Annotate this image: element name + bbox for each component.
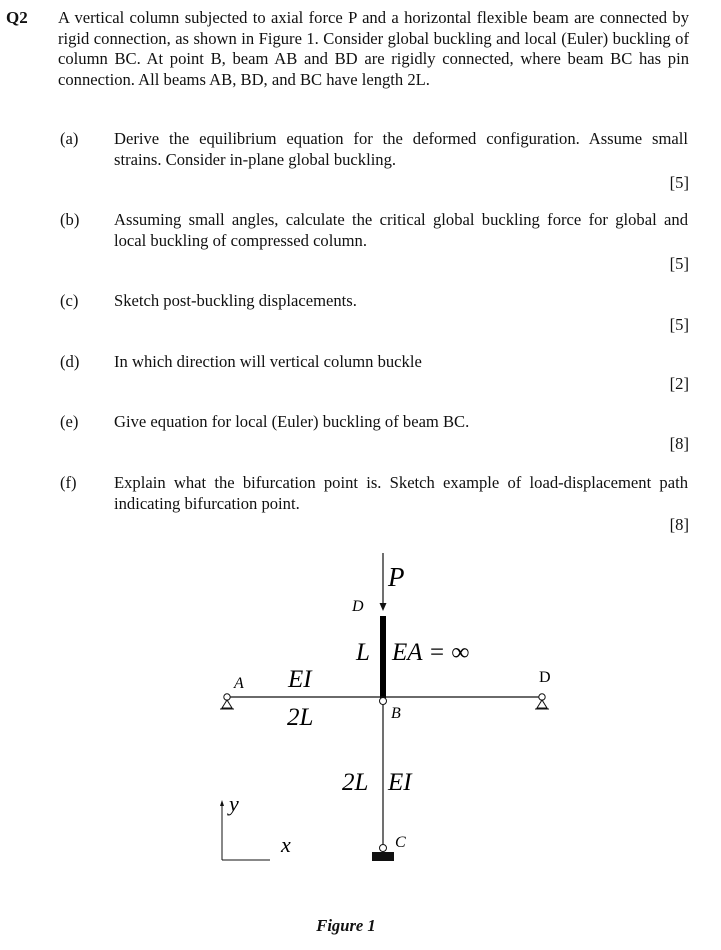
part-text: Explain what the bifurcation point is. Sketch example of load-displacement path indicating bifurcation point. xyxy=(114,473,688,513)
part-label: (b) xyxy=(60,210,80,229)
part-text: Derive the equilibrium equation for the deformed configuration. Assume small strains. Consider in-plane global buckling. xyxy=(114,129,688,169)
axis-x-label: x xyxy=(281,832,291,857)
figure-diagram xyxy=(0,540,721,910)
part-text: In which direction will vertical column buckle xyxy=(114,352,422,371)
question-number: Q2 xyxy=(6,8,28,27)
part-marks: [5] xyxy=(669,315,689,334)
rigid-length-label: L xyxy=(356,639,370,666)
beam-length-label: 2L xyxy=(287,704,314,731)
beam-ei-label: EI xyxy=(288,666,312,693)
part-label: (e) xyxy=(60,412,79,431)
axis-y-label: y xyxy=(229,791,239,816)
part-marks: [5] xyxy=(669,173,689,192)
column-length-label: 2L xyxy=(342,769,369,796)
part-marks: [5] xyxy=(669,254,689,273)
part-marks: [8] xyxy=(669,434,689,453)
part-marks: [2] xyxy=(669,374,689,393)
load-arrow xyxy=(380,553,387,611)
rigid-stiffness-label: EA = ∞ xyxy=(392,639,470,666)
part-label: (d) xyxy=(60,352,80,371)
load-label: P xyxy=(388,562,405,592)
column-ei-label: EI xyxy=(388,769,412,796)
pin-support-d-icon xyxy=(535,694,549,709)
part-marks: [8] xyxy=(669,515,689,534)
question-intro: A vertical column subjected to axial force P and a horizontal flexible beam are connected by rigid connection, as shown in Figure 1. Consider global buckling and local (Euler) buckling of column BC. At point B, beam AB and BD are rigidly connected, where beam BC has pin connection. All beams AB, BD, and BC have length 2L. xyxy=(58,8,689,89)
axes-icon xyxy=(220,800,270,860)
part-text: Give equation for local (Euler) buckling of beam BC. xyxy=(114,412,470,431)
hinge-b-icon xyxy=(380,698,387,705)
part-label: (f) xyxy=(60,473,77,492)
part-label: (c) xyxy=(60,291,79,310)
figure-caption: Figure 1 xyxy=(316,916,376,935)
top-point-label: D xyxy=(352,598,364,615)
part-text: Sketch post-buckling displacements. xyxy=(114,291,357,310)
point-d-label: D xyxy=(539,669,551,686)
point-b-label: B xyxy=(391,705,401,722)
part-label: (a) xyxy=(60,129,79,148)
pin-support-a-icon xyxy=(220,694,234,709)
point-c-label: C xyxy=(395,834,406,851)
pin-support-c-icon xyxy=(372,845,394,862)
part-text: Assuming small angles, calculate the critical global buckling force for global and local buckling of compressed column. xyxy=(114,210,688,250)
point-a-label: A xyxy=(234,675,244,692)
